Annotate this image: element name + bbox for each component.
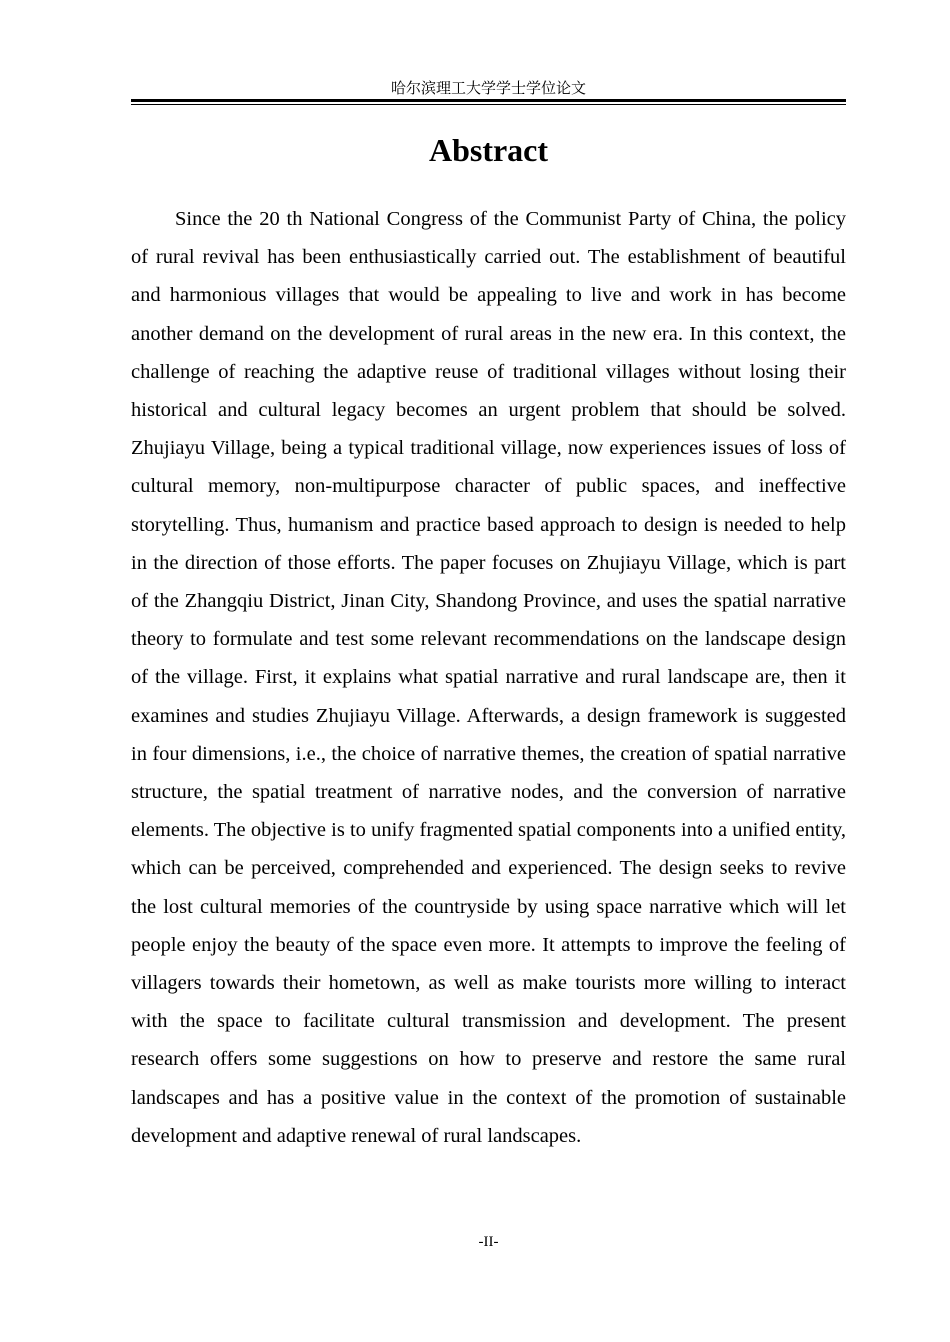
- page-number: -II-: [478, 1234, 499, 1250]
- abstract-title: Abstract: [428, 132, 549, 168]
- abstract-paragraph: Since the 20 th National Congress of the Communist Party of China, the policy of rural revival has been enthusiastically carried out. The establishment of beautiful and harmonious villages that would be appealing to live and work in has become another demand on the development of rural areas in the new era. In this context, the challenge of reaching the adaptive reuse of traditional villages without losing their historical and cultural legacy becomes an urgent problem that should be solved. Zhujiayu Village, being a typical traditional village, now experiences issues of loss of cultural memory, non-multipurpose character of public spaces, and ineffective storytelling. Thus, humanism and practice based approach to design is needed to help in the direction of those efforts. The paper focuses on Zhujiayu Village, which is part of the Zhangqiu District, Jinan City, Shandong Province, and uses the spatial narrative theory to formulate and test some relevant recommendations on the landscape design of the village. First, it explains what spatial narrative and rural landscape are, then it examines and studies Zhujiayu Village. Afterwards, a design framework is suggested in four dimensions, i.e., the choice of narrative themes, the creation of spatial narrative structure, the spatial treatment of narrative nodes, and the conversion of narrative elements. The objective is to unify fragmented spatial components into a unified entity, which can be perceived, comprehended and experienced. The design seeks to revive the lost cultural memories of the countryside by using space narrative which will let people enjoy the beauty of the space even more. It attempts to improve the feeling of villagers towards their hometown, as well as make tourists more willing to interact with the space to facilitate cultural transmission and development. The present research offers some suggestions on how to preserve and restore the same rural landscapes and has a positive value in the context of the promotion of sustainable development and adaptive renewal of rural landscapes.: [131, 208, 846, 1147]
- header-rule-thick: [131, 99, 846, 102]
- running-header: 哈尔滨理工大学学士学位论文: [390, 79, 586, 97]
- header-rule-thin: [131, 104, 846, 105]
